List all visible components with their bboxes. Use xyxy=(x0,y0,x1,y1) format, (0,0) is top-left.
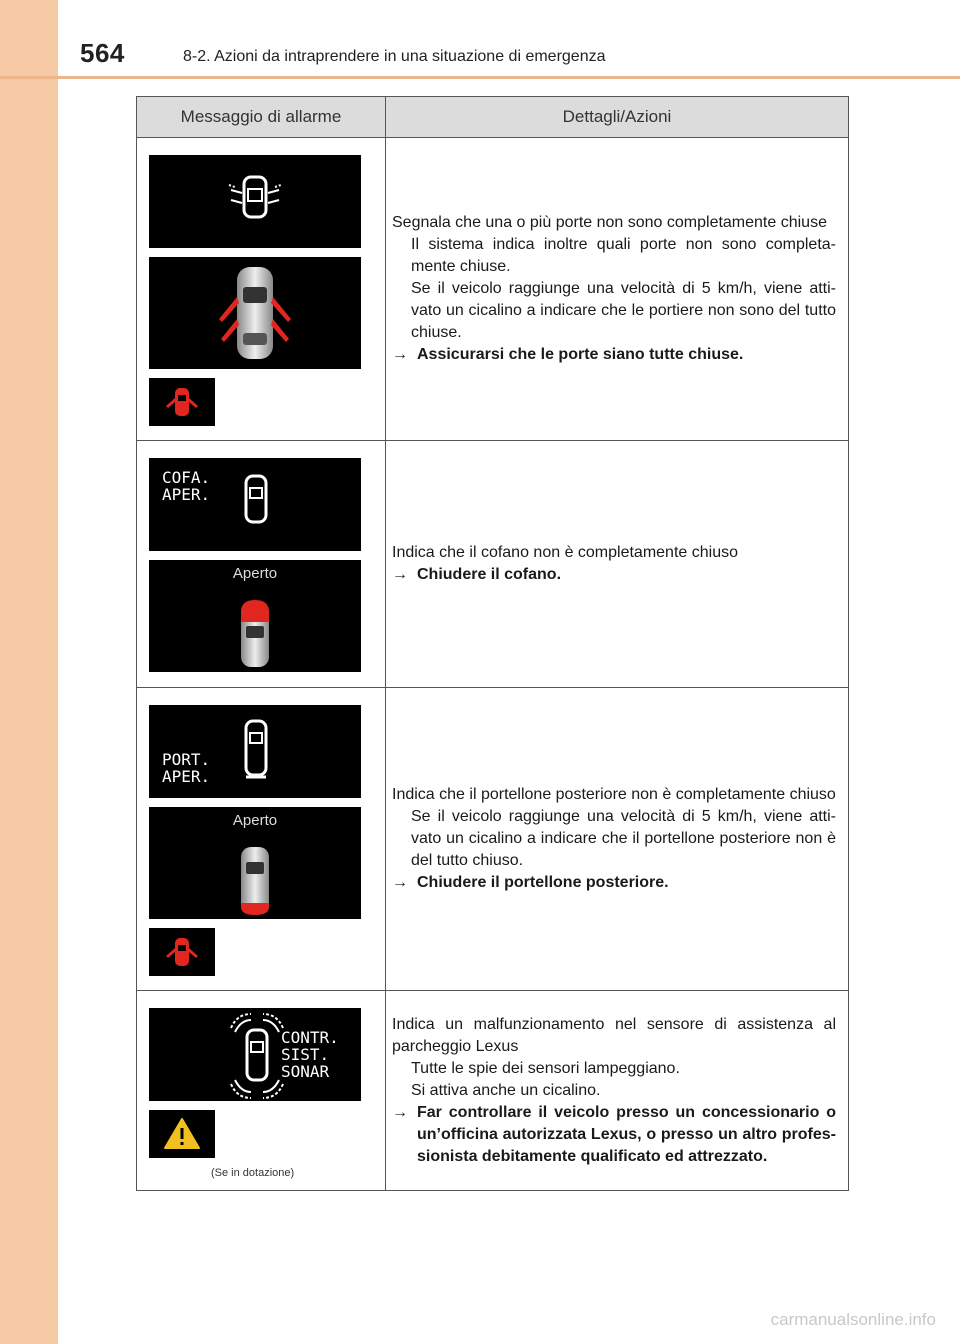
table-row xyxy=(137,441,849,688)
door-open-display xyxy=(149,155,361,248)
header-rule xyxy=(0,76,960,79)
hood-open-graphic xyxy=(149,560,361,672)
details-cell xyxy=(386,688,849,991)
car-top-view-doors-icon xyxy=(149,257,361,369)
column-header-message: Messaggio di allarme xyxy=(137,97,386,138)
row-note: Tutte le spie dei sensori lampeggiano. xyxy=(411,1059,680,1077)
details-cell xyxy=(386,441,849,688)
open-label: Aperto xyxy=(232,565,278,582)
table-row xyxy=(137,688,849,991)
row-action-text: Chiudere il portellone posteriore. xyxy=(417,874,669,891)
car-outline-icon xyxy=(149,458,361,551)
backdoor-open-graphic xyxy=(149,807,361,919)
row-action xyxy=(392,1102,836,1168)
footer-watermark: carmanualsonline.info xyxy=(770,1310,936,1329)
message-cell xyxy=(137,441,386,688)
column-header-details: Dettagli/Azioni xyxy=(386,97,849,138)
red-door-warning-icon xyxy=(162,385,202,419)
car-outline-icon xyxy=(149,705,361,798)
arrow-icon: → xyxy=(392,1103,408,1121)
row-main-text: Indica un malfunzionamento nel sensore di assistenza al parcheggio Lexus xyxy=(392,1015,836,1055)
car-backdoor-open-icon xyxy=(149,807,361,919)
header-band xyxy=(58,0,960,78)
row-note: Se il veicolo raggiunge una velocità di 5 km/h, viene atti-vato un cicalino a indicare che le portiere non sono del tutto chiuse. xyxy=(411,280,836,341)
row-action-text: Far controllare il veicolo presso un concessionario o un’officina autorizzata Lexus, o presso un altro profes-sionista debitamente qualificato ed attrezzato. xyxy=(417,1103,836,1165)
row-action xyxy=(392,564,836,586)
alarm-table xyxy=(136,96,849,1191)
door-warning-lamp xyxy=(149,928,215,976)
car-hood-open-icon xyxy=(149,560,361,672)
arrow-icon: → xyxy=(392,346,408,363)
backdoor-open-display xyxy=(149,705,361,798)
parking-sensor-icon xyxy=(149,1008,361,1101)
arrow-icon: → xyxy=(392,566,408,583)
details-cell xyxy=(386,138,849,441)
section-title: 8-2. Azioni da intraprendere in una situazione di emergenza xyxy=(183,48,606,65)
table-header-row xyxy=(137,97,849,138)
sonar-check-display xyxy=(149,1008,361,1101)
message-cell xyxy=(137,991,386,1191)
row-action xyxy=(392,872,836,894)
row-main-text: Indica che il cofano non è completamente chiuso xyxy=(392,544,738,561)
arrow-icon: → xyxy=(392,874,408,891)
display-text: COFA. APER. xyxy=(162,468,211,504)
row-note: Il sistema indica inoltre quali porte non sono completa-mente chiuse. xyxy=(411,236,836,275)
message-cell xyxy=(137,138,386,441)
row-main-text: Segnala che una o più porte non sono completamente chiuse xyxy=(392,214,827,231)
hood-open-display xyxy=(149,458,361,551)
message-cell xyxy=(137,688,386,991)
equipment-note: (Se in dotazione) xyxy=(211,1167,295,1179)
side-band xyxy=(0,0,58,1344)
door-open-graphic xyxy=(149,257,361,369)
open-label: Aperto xyxy=(232,812,278,829)
door-open-car-icon xyxy=(149,155,361,248)
red-door-warning-icon xyxy=(162,935,202,969)
row-note: Si attiva anche un cicalino. xyxy=(411,1081,601,1099)
door-warning-lamp xyxy=(149,378,215,426)
display-text: PORT. APER. xyxy=(162,750,211,786)
table-row xyxy=(137,991,849,1191)
table-row xyxy=(137,138,849,441)
row-note: Se il veicolo raggiunge una velocità di 5 km/h, viene atti-vato un cicalino a indicare che il portellone posteriore non è del tutto chiuso. xyxy=(411,808,836,869)
row-action-text: Assicurarsi che le porte siano tutte chiuse. xyxy=(417,346,744,363)
master-warning-lamp xyxy=(149,1110,215,1158)
yellow-warning-triangle-icon xyxy=(163,1117,201,1151)
page-number: 564 xyxy=(80,38,125,68)
row-main-text: Indica che il portellone posteriore non è completamente chiuso xyxy=(392,786,836,803)
display-text: CONTR. SIST. SONAR xyxy=(281,1028,339,1081)
details-cell xyxy=(386,991,849,1191)
row-action xyxy=(392,344,836,366)
row-action-text: Chiudere il cofano. xyxy=(417,566,562,583)
